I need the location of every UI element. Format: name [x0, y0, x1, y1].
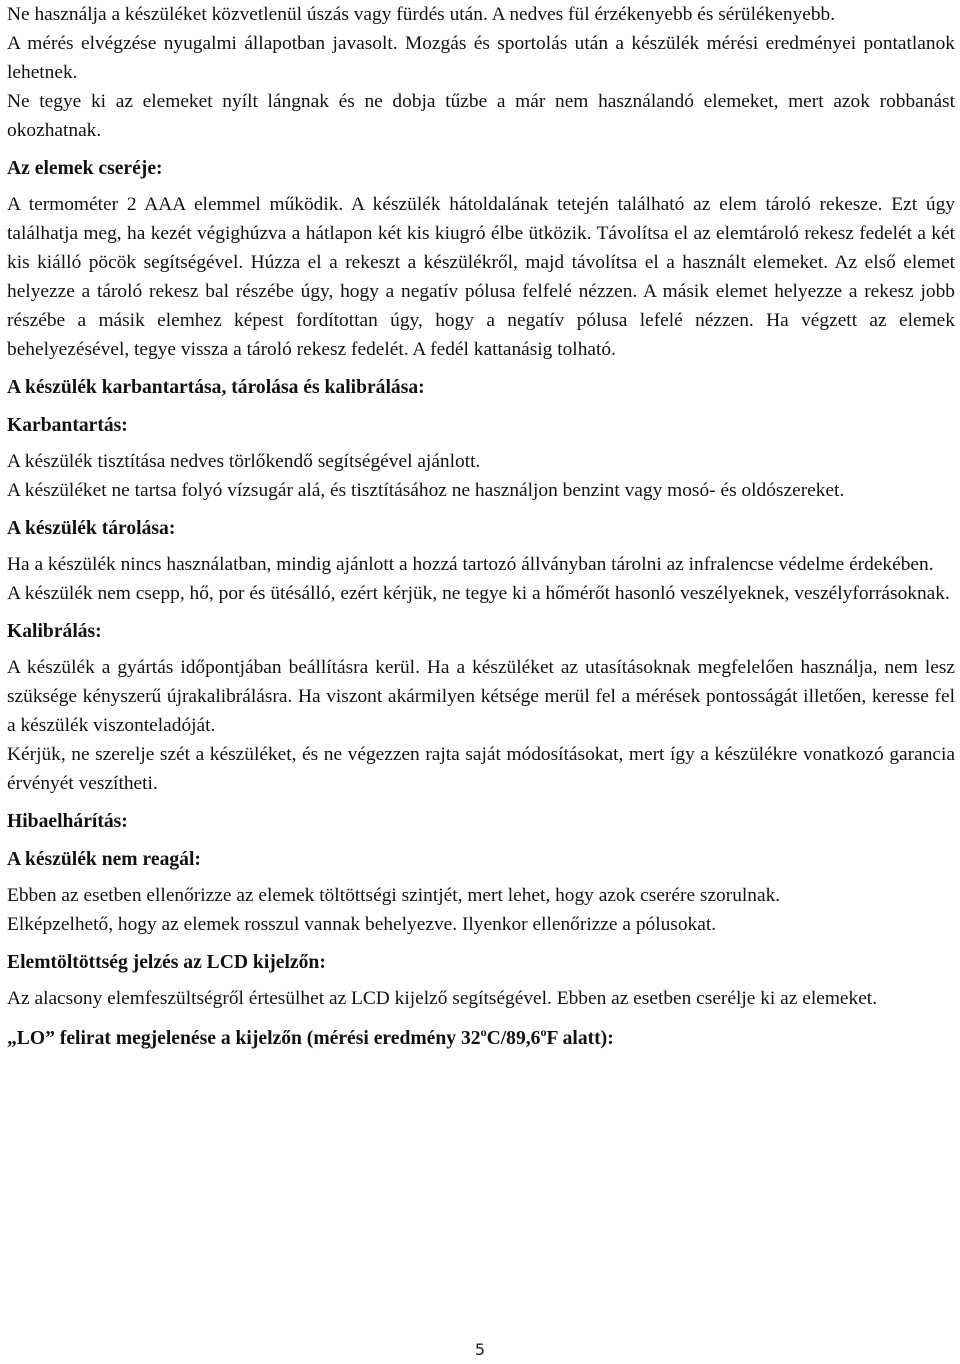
- heading-lcd-battery-indicator: Elemtöltöttség jelzés az LCD kijelzőn:: [7, 952, 326, 973]
- degree-mark-fahrenheit: o: [540, 1025, 547, 1039]
- paragraph-storage-stand: Ha a készülék nincs használatban, mindig ajánlott a hozzá tartozó állványban tárolni az infralencse védelme érdekében.: [7, 554, 934, 575]
- heading-troubleshooting: Hibaelhárítás:: [7, 811, 128, 832]
- lo-heading-text-2: C/89,6: [486, 1028, 541, 1049]
- heading-storage: A készülék tárolása:: [7, 518, 176, 539]
- paragraph-warranty: Kérjük, ne szerelje szét a készüléket, és ne végezzen rajta saját módosításokat, mert így a készülékre vonatkozó garancia érvényét veszítheti.: [7, 744, 955, 794]
- heading-battery-replacement: Az elemek cseréje:: [7, 158, 163, 179]
- heading-lo-display: [7, 1024, 955, 1053]
- heading-calibration: Kalibrálás:: [7, 621, 102, 642]
- paragraph-low-voltage: Az alacsony elemfeszültségről értesülhet az LCD kijelző segítségével. Ebben az esetben cserélje ki az elemeket.: [7, 988, 878, 1009]
- paragraph-check-battery-level: Ebben az esetben ellenőrizze az elemek töltöttségi szintjét, mert lehet, hogy azok cserére szorulnak.: [7, 885, 781, 906]
- paragraph-battery-replacement-steps: A termométer 2 AAA elemmel működik. A készülék hátoldalának tetején található az elem tároló rekesze. Ezt úgy találhatja meg, ha kezét végighúzva a hátlapon két kis kiugró élbe ütközik. Távolítsa el az elemtároló rekesz fedelét a két kis kiálló pöcök segítségével. Húzza el a rekeszt a készülékről, majd távolítsa el a használt elemeket. Az első elemet helyezze a tároló rekesz bal részébe úgy, hogy a negatív pólusa felfelé nézzen. A másik elemet helyezze a rekesz jobb részébe a másik elemhez képest fordítottan úgy, hogy a negatív pólusa lefelé nézzen. Ha végzett az elemek behelyezésével, tegye vissza a tároló rekesz fedelét. A fedél kattanásig tolható.: [7, 194, 955, 360]
- degree-mark-celsius: o: [480, 1025, 487, 1039]
- lo-heading-text-3: F alatt):: [546, 1028, 614, 1049]
- page-number: 5: [474, 1340, 486, 1359]
- paragraph-calibration: A készülék a gyártás időpontjában beállításra kerül. Ha a készüléket az utasításoknak megfelelően használja, nem lesz szüksége kényszerű újrakalibrálásra. Ha viszont akármilyen kétsége merül fel a mérések pontosságát illetően, keresse fel a készülék viszonteladóját.: [7, 657, 955, 736]
- paragraph-no-running-water: A készüléket ne tartsa folyó vízsugár alá, és tisztításához ne használjon benzint vagy mosó- és oldószereket.: [7, 480, 845, 501]
- manual-page: [7, 0, 955, 1053]
- lo-heading-text-1: „LO” felirat megjelenése a kijelzőn (mérési eredmény 32: [7, 1028, 481, 1049]
- heading-no-response: A készülék nem reagál:: [7, 849, 201, 870]
- paragraph-battery-fire-warning: Ne tegye ki az elemeket nyílt lángnak és ne dobja tűzbe a már nem használandó elemeket, mert azok robbanást okozhatnak.: [7, 91, 955, 141]
- paragraph-wet-ear-warning: Ne használja a készüléket közvetlenül úszás vagy fürdés után. A nedves fül érzékenyebb és sérülékenyebb.: [7, 4, 836, 25]
- heading-maintenance: Karbantartás:: [7, 415, 128, 436]
- heading-maintenance-storage-calibration: A készülék karbantartása, tárolása és kalibrálása:: [7, 377, 425, 398]
- paragraph-not-shockproof: A készülék nem csepp, hő, por és ütésálló, ezért kérjük, ne tegye ki a hőmérőt hasonló veszélyeknek, veszélyforrásoknak.: [7, 583, 950, 604]
- paragraph-cleaning: A készülék tisztítása nedves törlőkendő segítségével ajánlott.: [7, 451, 481, 472]
- paragraph-check-polarity: Elképzelhető, hogy az elemek rosszul vannak behelyezve. Ilyenkor ellenőrizze a pólusokat.: [7, 914, 717, 935]
- paragraph-resting-state: A mérés elvégzése nyugalmi állapotban javasolt. Mozgás és sportolás után a készülék mérési eredményei pontatlanok lehetnek.: [7, 33, 955, 83]
